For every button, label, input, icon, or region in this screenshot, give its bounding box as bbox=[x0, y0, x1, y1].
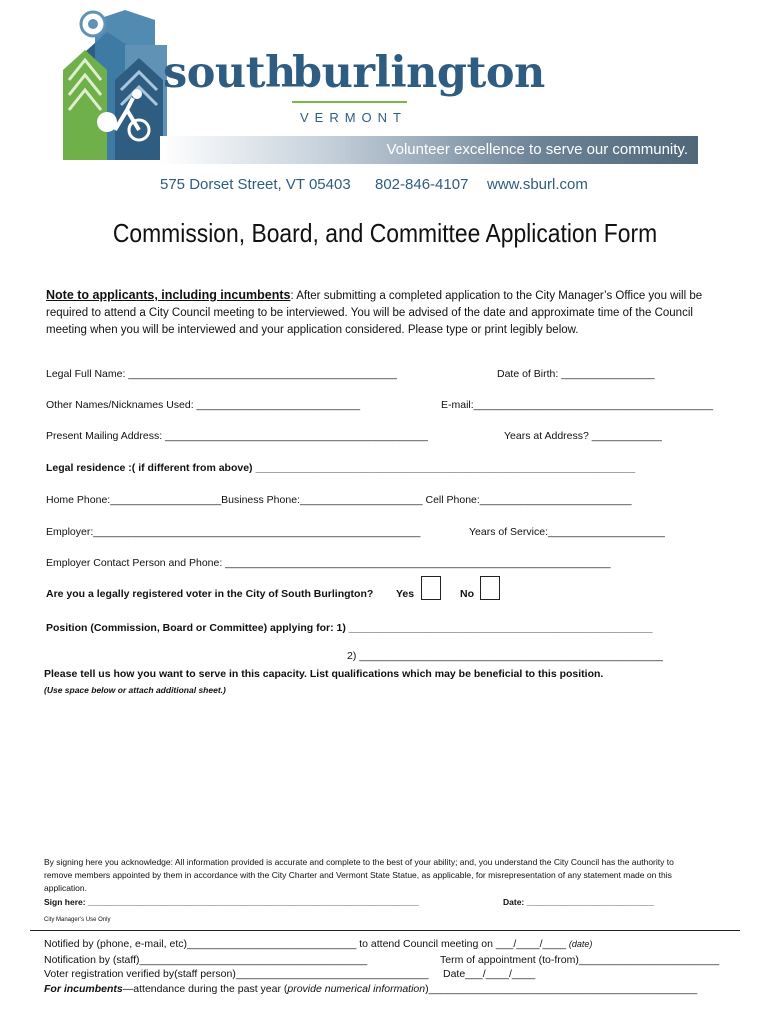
notified-date-label: (date) bbox=[568, 939, 593, 949]
voter-verified-field[interactable]: Voter registration verified by(staff person)_________________________________ bbox=[44, 968, 429, 980]
office-use-label: City Manager’s Use Only bbox=[44, 917, 111, 923]
note-text: : After submitting a completed application to the City Manager’s Office you will be required to attend a City Council meeting to be interviewed. You will be advised of the date and approximate time of the Council meeting when you will be interviewed and your application considered. Please type or print legibly below. bbox=[46, 290, 703, 336]
employer-field[interactable]: Employer:________________________________________________________ bbox=[46, 526, 421, 538]
contact-phone: 802-846-4107 bbox=[375, 176, 469, 193]
note-label: Note to applicants, including incumbents bbox=[46, 288, 291, 302]
brand-name-south: south bbox=[163, 48, 296, 98]
brand-underline bbox=[292, 101, 407, 103]
voter-no-label: No bbox=[460, 588, 474, 600]
email-field[interactable]: E-mail:_________________________________________ bbox=[441, 399, 714, 411]
page-title: Commission, Board, and Committee Application Form bbox=[112, 218, 658, 248]
serve-hint: (Use space below or attach additional sheet.) bbox=[44, 685, 226, 695]
voter-question: Are you a legally registered voter in the City of South Burlington? bbox=[46, 588, 374, 600]
qualifications-area[interactable] bbox=[44, 700, 724, 850]
contact-website: www.sburl.com bbox=[487, 176, 588, 193]
contact-address: 575 Dorset Street, VT 05403 bbox=[160, 176, 351, 193]
brand-name-burlington: burlington bbox=[292, 48, 545, 98]
phone-fields[interactable]: Home Phone:___________________Business Phone:_____________________ Cell Phone:__________________________ bbox=[46, 494, 632, 506]
brand-state: VERMONT bbox=[300, 110, 407, 125]
serve-prompt: Please tell us how you want to serve in this capacity. List qualifications which may be beneficial to this position. bbox=[44, 668, 604, 680]
signature-field[interactable]: Sign here: ______________________________________________________________________ bbox=[44, 897, 419, 907]
incumbents-field[interactable] bbox=[44, 983, 697, 995]
notification-staff-field[interactable]: Notification by (staff)_______________________________________ bbox=[44, 954, 368, 966]
term-field[interactable]: Term of appointment (to-from)________________________ bbox=[440, 954, 720, 966]
incumbents-end: )______________________________________________ bbox=[425, 983, 698, 995]
signature-date-field[interactable]: Date: ___________________________ bbox=[503, 897, 655, 907]
tagline: Volunteer excellence to serve our community. bbox=[386, 141, 688, 158]
office-divider bbox=[30, 930, 740, 931]
verified-date-field[interactable]: Date___/____/____ bbox=[443, 968, 536, 980]
notified-text: Notified by (phone, e-mail, etc)_____________________________ to attend Council meeting on ___/____/____ bbox=[44, 938, 569, 950]
acknowledgement-text: By signing here you acknowledge: All information provided is accurate and complete to the best of your ability; and, you understand the City Council has the authority to remove members appointed by them in accordance with the City Charter and Vermont State Statue, as applicable, for misrepresentation of any statement made on this application. bbox=[44, 857, 674, 893]
voter-yes-label: Yes bbox=[396, 588, 415, 600]
mailing-address-field[interactable]: Present Mailing Address: _____________________________________________ bbox=[46, 430, 428, 442]
applicant-note bbox=[46, 287, 726, 339]
incumbents-italic: provide numerical information bbox=[287, 983, 426, 995]
city-logo-icon bbox=[55, 10, 170, 160]
voter-no-checkbox[interactable] bbox=[480, 576, 500, 600]
legal-name-field[interactable]: Legal Full Name: ______________________________________________ bbox=[46, 368, 397, 380]
position-1-field[interactable]: Position (Commission, Board or Committee) applying for: 1) ____________________________________________________ bbox=[46, 622, 653, 634]
dob-field[interactable]: Date of Birth: ________________ bbox=[497, 368, 655, 380]
employer-contact-field[interactable]: Employer Contact Person and Phone: __________________________________________________________________ bbox=[46, 557, 611, 569]
years-of-service-field[interactable]: Years of Service:____________________ bbox=[469, 526, 665, 538]
incumbents-text: —attendance during the past year ( bbox=[122, 983, 288, 995]
years-at-address-field[interactable]: Years at Address? ____________ bbox=[504, 430, 662, 442]
other-names-field[interactable]: Other Names/Nicknames Used: ____________________________ bbox=[46, 399, 361, 411]
notified-field[interactable] bbox=[44, 938, 592, 950]
position-2-field[interactable]: 2) ____________________________________________________ bbox=[347, 650, 663, 662]
voter-yes-checkbox[interactable] bbox=[421, 576, 441, 600]
legal-residence-field[interactable]: Legal residence :( if different from above) _________________________________________________________________ bbox=[46, 462, 636, 474]
incumbents-label: For incumbents bbox=[44, 983, 123, 995]
